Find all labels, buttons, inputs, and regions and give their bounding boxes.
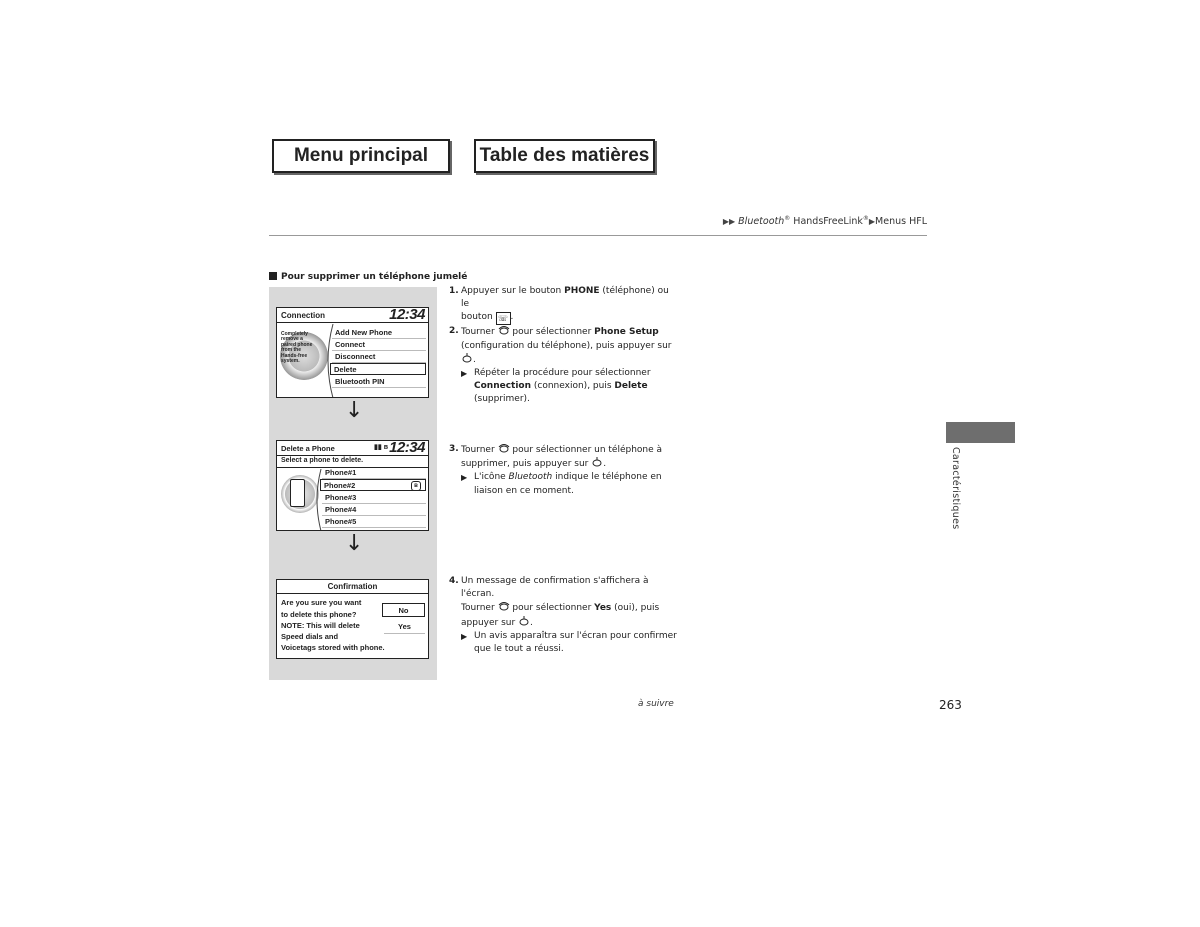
step-number: 1.	[449, 286, 459, 296]
step-text: supprimer, puis appuyer sur	[461, 459, 592, 470]
bluetooth-term: Bluetooth	[508, 472, 553, 483]
phone-list-item[interactable]: Phone#3	[322, 492, 426, 504]
step-text: indique le téléphone en	[552, 472, 662, 483]
phone-button-label: PHONE	[564, 286, 600, 296]
step-text: (configuration du téléphone), puis appuyer sur	[461, 340, 672, 351]
main-menu-button[interactable]: Menu principal	[272, 139, 450, 173]
down-arrow-icon: ↓	[345, 398, 364, 423]
bluetooth-icon: ʙ	[411, 481, 421, 491]
step-2	[449, 325, 679, 367]
menu-name: Connection	[474, 381, 532, 392]
menu-item-delete[interactable]: Delete	[330, 363, 426, 375]
breadcrumb-arrow-icon: ▶▶	[722, 217, 736, 227]
page-number: 263	[939, 698, 962, 712]
rotate-knob-icon	[498, 601, 510, 611]
yes-option[interactable]: Yes	[384, 621, 425, 634]
step-text: (téléphone) ou le	[461, 286, 669, 310]
step-text: pour sélectionner	[509, 603, 595, 614]
rotate-knob-icon	[498, 443, 510, 453]
phone-list-item[interactable]: Phone#4	[322, 504, 426, 516]
breadcrumb	[723, 215, 927, 227]
signal-bluetooth-icon: ▮▮ ʙ	[374, 444, 388, 451]
phone-list-item[interactable]: Phone#5	[322, 516, 426, 528]
step-text: Appuyer sur le bouton	[461, 286, 565, 296]
substep-arrow-icon: ▶	[461, 473, 468, 483]
square-bullet-icon	[269, 272, 277, 280]
menu-item-bluetooth-pin[interactable]: Bluetooth PIN	[332, 376, 426, 388]
clock: 12:34	[389, 307, 425, 323]
step-3	[449, 443, 679, 471]
step-2-substep	[449, 367, 679, 407]
continued-label: à suivre	[638, 699, 674, 709]
menu-name: Delete	[614, 381, 648, 392]
step-text: .	[530, 617, 533, 628]
screen-prompt: Select a phone to delete.	[281, 457, 364, 464]
phone-list-item-selected[interactable]	[320, 479, 426, 491]
step-text: Un message de confirmation s'affichera à l'écran.	[461, 576, 649, 600]
delete-phone-screen	[276, 440, 429, 531]
step-number: 2.	[449, 326, 459, 337]
steps-1-2	[449, 285, 679, 407]
press-knob-icon	[591, 457, 603, 467]
step-text: bouton	[461, 312, 493, 323]
confirmation-line: Voicetags stored with phone.	[281, 643, 385, 652]
header-divider	[269, 235, 927, 236]
menu-item-add-new-phone[interactable]: Add New Phone	[332, 327, 426, 339]
registered-mark: ®	[862, 215, 869, 222]
press-knob-icon	[518, 616, 530, 626]
step-1	[449, 285, 679, 325]
step-text: (oui), puis	[611, 603, 660, 614]
step-text: Tourner	[461, 327, 498, 338]
table-of-contents-button[interactable]: Table des matières	[474, 139, 655, 173]
step-text: pour sélectionner un téléphone à	[509, 445, 663, 455]
step-text: Tourner	[461, 603, 498, 614]
step-text: .	[603, 459, 607, 470]
step-text: que le tout a réussi.	[474, 644, 564, 655]
screen-header	[277, 308, 428, 323]
chapter-label: Caractéristiques	[950, 447, 961, 530]
step-text: (supprimer).	[474, 394, 530, 405]
step-4-block	[449, 575, 679, 656]
step-text: liaison en ce moment.	[474, 485, 574, 496]
press-knob-icon	[461, 353, 473, 363]
step-text: Un avis apparaîtra sur l'écran pour confirmer	[474, 630, 677, 641]
section-title-text: Pour supprimer un téléphone jumelé	[281, 272, 468, 282]
menu-item-connect[interactable]: Connect	[332, 339, 426, 351]
step-text: Tourner	[461, 445, 498, 455]
confirmation-line: Are you sure you want	[281, 598, 362, 607]
confirmation-line: to delete this phone?	[281, 610, 357, 619]
phone-label: Phone#2	[324, 481, 356, 490]
step-4	[449, 575, 679, 630]
menu-item-disconnect[interactable]: Disconnect	[332, 351, 426, 363]
option-name: Yes	[594, 603, 612, 614]
down-arrow-icon: ↓	[345, 531, 364, 556]
breadcrumb-part[interactable]: HandsFreeLink	[790, 216, 863, 228]
no-option[interactable]: No	[382, 603, 425, 617]
step-3-block	[449, 443, 679, 498]
screen-hint: Completely remove a paired phone from the Hands-free system.	[281, 331, 313, 365]
phone-button-icon: ☏	[496, 312, 511, 325]
breadcrumb-arrow-icon: ▶	[868, 217, 876, 227]
confirmation-line: NOTE: This will delete	[281, 621, 360, 630]
step-text: Répéter la procédure pour sélectionner	[474, 368, 651, 379]
screen-header	[277, 441, 428, 456]
step-text: pour sélectionner	[509, 327, 595, 338]
step-text: (connexion), puis	[531, 381, 615, 392]
chapter-tab[interactable]	[946, 422, 1015, 443]
section-title	[269, 272, 467, 282]
phone-list-item[interactable]: Phone#1	[322, 467, 426, 479]
registered-mark: ®	[784, 215, 791, 222]
step-number: 4.	[449, 576, 459, 586]
breadcrumb-part[interactable]: Bluetooth	[738, 216, 785, 228]
step-number: 3.	[449, 444, 459, 454]
step-text: .	[510, 312, 514, 323]
confirmation-screen	[276, 579, 429, 659]
breadcrumb-current[interactable]: Menus HFL	[875, 216, 927, 228]
screen-title: Connection	[281, 310, 325, 320]
clock: 12:34	[389, 440, 425, 456]
confirmation-line: Speed dials and	[281, 632, 339, 641]
step-3-substep	[449, 471, 679, 497]
substep-arrow-icon: ▶	[461, 631, 468, 641]
step-4-substep	[449, 630, 679, 656]
menu-name: Phone Setup	[594, 327, 659, 338]
step-text: appuyer sur	[461, 617, 519, 628]
substep-arrow-icon: ▶	[461, 369, 468, 379]
connection-screen	[276, 307, 429, 398]
rotate-knob-icon	[498, 325, 510, 335]
step-text: L'icône	[474, 472, 509, 483]
screen-title: Confirmation	[277, 580, 428, 594]
screen-title: Delete a Phone	[281, 443, 335, 453]
mobile-phone-icon	[290, 479, 305, 507]
step-text: .	[473, 354, 476, 365]
